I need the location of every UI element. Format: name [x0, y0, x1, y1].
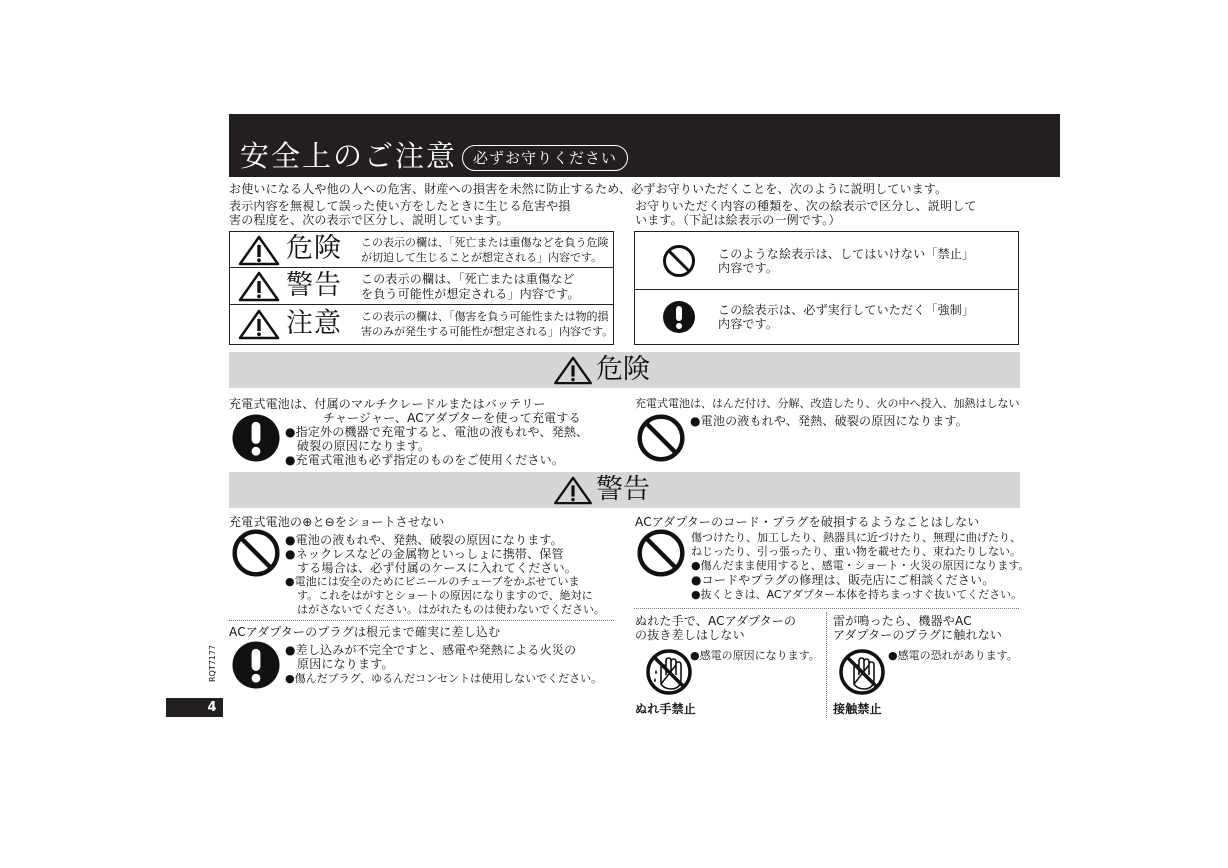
divider: [634, 608, 1019, 609]
level-desc-danger-1: この表示の欄は、「死亡または重傷などを負う危険: [361, 236, 609, 249]
warning-band-label: 警告: [596, 474, 650, 505]
warning-block1-bullet-5: す。これをはがすとショートの原因になりますので、絶対に: [297, 589, 593, 602]
prohibition-icon: [662, 244, 696, 278]
warning-block1-bullet-2: ●ネックレスなどの金属物といっしょに携帯、保管: [285, 547, 564, 561]
warning-triangle-icon: [237, 308, 281, 340]
warning-block3-bullet-3: ●傷んだまま使用すると、感電・ショート・火災の原因になります。: [691, 559, 1030, 572]
warning-block5-bullet: ●感電の恐れがあります。: [888, 649, 1018, 662]
intro-right-2: います。（下記は絵表示の一例です。）: [635, 213, 841, 227]
mandatory-icon: [231, 640, 281, 690]
wet-hand-caption: ぬれ手禁止: [635, 702, 697, 716]
warning-block1-heading: 充電式電池の⊕と⊖をショートさせない: [229, 515, 445, 529]
page-title: 安全上のご注意: [240, 139, 458, 173]
page-subtitle: 必ずお守りください: [462, 145, 628, 171]
intro-left-1: 表示内容を無視して誤った使い方をしたときに生じる危害や損: [229, 199, 571, 213]
danger-left-bullet-3: ●充電式電池も必ず指定のものをご使用ください。: [285, 453, 565, 467]
mandatory-icon: [662, 300, 696, 334]
symbol-desc-prohibit-2: 内容です。: [718, 261, 779, 275]
prohibition-icon: [636, 413, 686, 463]
level-desc-warning-1: この表示の欄は、「死亡または重傷など: [361, 272, 575, 286]
symbol-desc-mandatory-1: この絵表示は、必ず実行していただく「強制」: [718, 303, 975, 317]
warning-block4-bullet: ●感電の原因になります。: [690, 649, 820, 662]
mandatory-icon: [231, 413, 281, 463]
wet-hand-prohibition-icon: [645, 648, 693, 696]
warning-block5-heading-2: アダプターのプラグに触れない: [833, 628, 1003, 642]
level-desc-danger-2: が切迫して生じることが想定される」内容です。: [361, 251, 603, 264]
intro-left-2: 害の程度を、次の表示で区分し、説明しています。: [229, 213, 509, 227]
danger-band-label: 危険: [596, 354, 650, 385]
danger-right-heading: 充電式電池は、はんだ付け、分解、改造したり、火の中へ投入、加熱はしない: [635, 397, 1020, 410]
touch-prohibition-icon: [838, 648, 886, 696]
warning-block3-bullet-5: ●抜くときは、ACアダプター本体を持ちまっすぐ抜いてください。: [691, 588, 1023, 601]
divider: [826, 612, 827, 718]
warning-block2-heading: ACアダプターのプラグは根元まで確実に差し込む: [229, 625, 501, 639]
warning-triangle-icon: [552, 475, 594, 505]
warning-block2-bullet-3: ●傷んだプラグ、ゆるんだコンセントは使用しないでください。: [285, 672, 603, 685]
level-word-warning: 警告: [286, 270, 342, 301]
level-desc-warning-2: を負う可能性が想定される」内容です。: [361, 287, 580, 301]
warning-block1-bullet-1: ●電池の液もれや、発熱、破裂の原因になります。: [285, 533, 563, 547]
intro-line: お使いになる人や他の人への危害、財産への損害を未然に防止するため、必ずお守りいただくことを、次のように説明しています。: [229, 182, 948, 196]
model-code: RQT7177: [208, 644, 217, 682]
intro-right-1: お守りいただく内容の種類を、次の絵表示で区分し、説明して: [635, 199, 977, 213]
warning-block1-bullet-3: する場合は、必ず付属のケースに入れてください。: [297, 561, 578, 575]
warning-block3-bullet-1: 傷つけたり、加工したり、熱器具に近づけたり、無理に曲げたり、: [691, 531, 1021, 544]
warning-block4-heading-1: ぬれた手で、ACアダプターの: [635, 614, 797, 628]
warning-block3-heading: ACアダプターのコード・プラグを破損するようなことはしない: [635, 515, 980, 529]
warning-triangle-icon: [552, 355, 594, 385]
symbol-desc-prohibit-1: このような絵表示は、してはいけない「禁止」: [718, 247, 975, 261]
warning-triangle-icon: [237, 234, 281, 266]
warning-block3-bullet-2: ねじったり、引っ張ったり、重い物を載せたり、束ねたりしない。: [691, 545, 1021, 558]
prohibition-icon: [231, 528, 281, 578]
symbol-desc-mandatory-2: 内容です。: [718, 317, 779, 331]
danger-left-bullet-2: 破裂の原因になります。: [297, 439, 431, 453]
level-desc-caution-1: この表示の欄は、「傷害を負う可能性または物的損: [361, 310, 609, 323]
danger-left-heading-1: 充電式電池は、付属のマルチクレードルまたはバッテリー: [229, 397, 546, 411]
warning-block2-bullet-1: ●差し込みが不完全ですと、感電や発熱による火災の: [285, 643, 577, 657]
warning-block2-bullet-2: 原因になります。: [297, 657, 394, 671]
page-number: 4: [207, 700, 217, 715]
warning-block4-heading-2: の抜き差しはしない: [635, 628, 745, 642]
level-word-danger: 危険: [286, 233, 342, 264]
danger-right-bullet-1: ●電池の液もれや、発熱、破裂の原因になります。: [690, 414, 968, 428]
warning-block1-bullet-4: ●電池には安全のためにビニールのチューブをかぶせていま: [285, 575, 580, 588]
prohibition-icon: [636, 528, 686, 578]
level-desc-caution-2: 害のみが発生する可能性が想定される」内容です。: [361, 325, 614, 338]
warning-block1-bullet-6: はがさないでください。はがれたものは使わないでください。: [297, 603, 605, 616]
warning-triangle-icon: [237, 270, 281, 302]
danger-left-bullet-1: ●指定外の機器で充電すると、電池の液もれや、発熱、: [285, 425, 589, 439]
warning-block5-heading-1: 雷が鳴ったら、機器やAC: [833, 614, 972, 628]
touch-caption: 接触禁止: [833, 702, 882, 716]
warning-block3-bullet-4: ●コードやプラグの修理は、販売店にご相談ください。: [691, 573, 995, 587]
danger-left-heading-2: チャージャー、ACアダプターを使って充電する: [323, 411, 581, 425]
level-word-caution: 注意: [286, 308, 342, 339]
divider: [229, 620, 614, 621]
